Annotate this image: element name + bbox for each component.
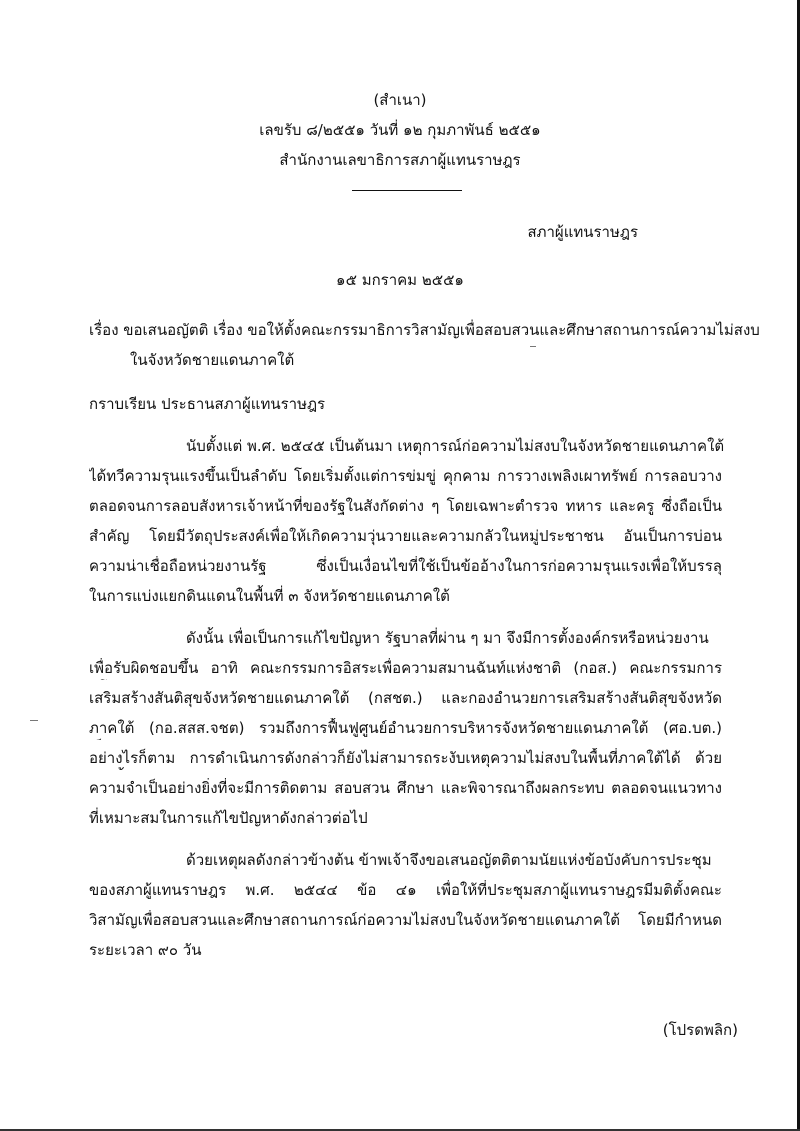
copy-mark: (สำเนา) [373, 91, 427, 109]
paragraph-2-line: เสริมสร้างสันติสุขจังหวัดชายแดนภาคใต้ (กสชต.) และกองอำนวยการเสริมสร้างสันติสุขจังหวัด [89, 689, 722, 707]
paragraph-1-line: สำคัญ โดยมีวัตถุประสงค์เพื่อให้เกิดความวุ่นวายและความกลัวในหมู่ประชาชน อันเป็นการบ่อน [89, 527, 722, 545]
paragraph-3-line: ระยะเวลา ๙๐ วัน [89, 941, 202, 959]
paragraph-2-line: ดังนั้น เพื่อเป็นการแก้ไขปัญหา รัฐบาลที่ผ่าน ๆ มา จึงมีการตั้งองค์กรหรือหน่วยงาน [186, 629, 709, 647]
subject-line-2: ในจังหวัดชายแดนภาคใต้ [130, 351, 295, 369]
receipt-line: เลขรับ ๘/๒๕๕๑ วันที่ ๑๒ กุมภาพันธ์ ๒๕๕๑ [259, 121, 541, 139]
paragraph-1-line: ความน่าเชื่อถือหน่วยงานรัฐ ซึ่งเป็นเงื่อนไขที่ใช้เป็นข้ออ้างในการก่อความรุนแรงเพื่อให้บรรลุ [89, 557, 722, 575]
paragraph-1-line: ตลอดจนการลอบสังหารเจ้าหน้าที่ของรัฐในสังกัดต่าง ๆ โดยเฉพาะตำรวจ ทหาร และครู ซึ่งถือเป็น [89, 497, 722, 515]
scan-mark [30, 720, 38, 721]
paragraph-1-line: ในการแบ่งแยกดินแดนในพื้นที่ ๓ จังหวัดชายแดนภาคใต้ [89, 587, 450, 605]
paragraph-3-line: ด้วยเหตุผลดังกล่าวข้างต้น ข้าพเจ้าจึงขอเสนอญัตติตามนัยแห่งข้อบังคับการประชุม [186, 851, 712, 869]
paragraph-3-line: ของสภาผู้แทนราษฎร พ.ศ. ๒๕๔๔ ข้อ ๔๑ เพื่อให้ที่ประชุมสภาผู้แทนราษฎรมีมติตั้งคณะ [89, 881, 722, 899]
paragraph-2-line: อย่างไรก็ตาม การดำเนินการดังกล่าวก็ยังไม่สามารถระงับเหตุความไม่สงบในพื้นที่ภาคใต้ได้ ด้วย [89, 749, 722, 767]
salutation: กราบเรียน ประธานสภาผู้แทนราษฎร [89, 395, 326, 413]
paragraph-2-line: เพื่อรับผิดชอบขึ้น อาทิ คณะกรรมการอิสระเพื่อความสมานฉันท์แห่งชาติ (กอส.) คณะกรรมการ [89, 659, 722, 677]
paragraph-2-line: ความจำเป็นอย่างยิ่งที่จะมีการติดตาม สอบสวน ศึกษา และพิจารณาถึงผลกระทบ ตลอดจนแนวทาง [89, 779, 722, 797]
paragraph-1-line: นับตั้งแต่ พ.ศ. ๒๕๔๕ เป็นต้นมา เหตุการณ์ก่อความไม่สงบในจังหวัดชายแดนภาคใต้ [186, 437, 725, 455]
paragraph-2-line: ภาคใต้ (กอ.สสส.จชต) รวมถึงการฟื้นฟูศูนย์อำนวยการบริหารจังหวัดชายแดนภาคใต้ (ศอ.บต.) [89, 719, 722, 737]
scan-mark [530, 346, 536, 347]
subject-line-1: เรื่อง ขอเสนอญัตติ เรื่อง ขอให้ตั้งคณะกรรมาธิการวิสามัญเพื่อสอบสวนและศึกษาสถานการณ์ความไม่สงบ [89, 321, 760, 339]
header-divider [352, 190, 462, 191]
sender: สภาผู้แทนราษฎร [527, 223, 638, 241]
office-name: สำนักงานเลขาธิการสภาผู้แทนราษฎร [279, 151, 521, 169]
paragraph-2-line: ที่เหมาะสมในการแก้ไขปัญหาดังกล่าวต่อไป [89, 809, 368, 827]
paragraph-3-line: วิสามัญเพื่อสอบสวนและศึกษาสถานการณ์ก่อความไม่สงบในจังหวัดชายแดนภาคใต้ โดยมีกำหนด [89, 911, 722, 929]
letter-date: ๑๕ มกราคม ๒๕๕๑ [336, 271, 464, 289]
turn-over-note: (โปรดพลิก) [662, 1021, 738, 1039]
paragraph-1-line: ได้ทวีความรุนแรงขึ้นเป็นลำดับ โดยเริ่มตั้งแต่การข่มขู่ คุกคาม การวางเพลิงเผาทรัพย์ การลอบวาง [89, 467, 722, 485]
